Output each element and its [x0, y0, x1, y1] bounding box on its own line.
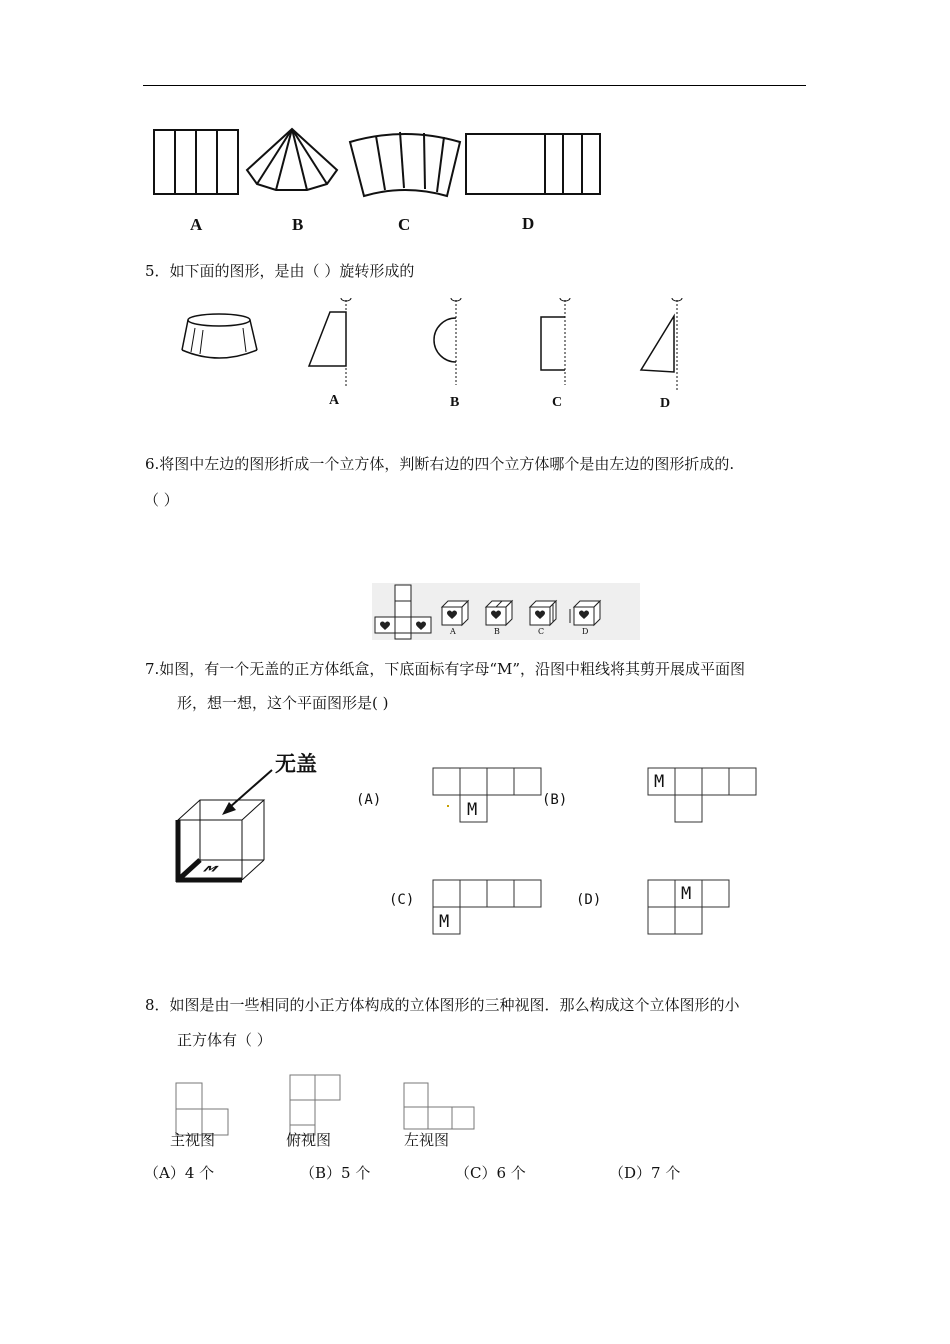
q7-option-c: (C)	[389, 892, 415, 908]
q8-front-view	[176, 1083, 228, 1135]
q5-label-d: D	[660, 396, 671, 411]
q8-option-a: （A）4 个	[144, 1164, 215, 1182]
q6-label-d: D	[582, 627, 589, 636]
q4-label-c: C	[398, 215, 411, 234]
q8-option-b: （B）5 个	[300, 1164, 371, 1182]
q7-question-line2: 形，想一想，这个平面图形是( )	[177, 694, 389, 712]
q7-option-d: (D)	[576, 892, 602, 908]
q7-option-b: (B)	[542, 792, 568, 808]
q5-label-a: A	[329, 393, 340, 408]
q7-question-line1: 7.如图，有一个无盖的正方体纸盒，下底面标有字母“M”，沿图中粗线将其剪开展成平面图	[145, 660, 746, 678]
q4-label-b: B	[292, 215, 304, 234]
q6-label-c: C	[538, 627, 545, 636]
q7-net-b-letter: M	[654, 772, 665, 792]
q8-question-line1: 8．如图是由一些相同的小正方体构成的立体图形的三种视图．那么构成这个立体图形的小	[145, 996, 740, 1014]
q8-view-left-label: 左视图	[404, 1131, 450, 1149]
q7-box-label: 无盖	[275, 752, 317, 776]
q6-question: 6.将图中左边的图形折成一个立方体，判断右边的四个立方体哪个是由左边的图形折成的.	[145, 455, 735, 473]
q5-label-b: B	[450, 395, 460, 410]
q8-question-line2: 正方体有（ ）	[177, 1031, 272, 1049]
q7-net-a-letter: M	[467, 800, 478, 820]
q4-label-a: A	[190, 215, 203, 234]
q8-option-c: （C）6 个	[455, 1164, 526, 1182]
q7-option-a: (A)	[356, 792, 382, 808]
q6-label-b: B	[494, 627, 500, 636]
q6-label-a: A	[450, 627, 456, 636]
q5-question: 5．如下面的图形，是由（ ）旋转形成的	[145, 262, 415, 280]
q7-box-letter: M	[201, 865, 220, 874]
q4-label-d: D	[522, 214, 535, 233]
q5-label-c: C	[552, 395, 563, 410]
q8-option-d: （D）7 个	[609, 1164, 681, 1182]
q7-net-c-letter: M	[439, 912, 450, 932]
q7-net-d-letter: M	[681, 884, 692, 904]
q8-view-front-label: 主视图	[170, 1131, 216, 1149]
q8-view-top-label: 俯视图	[286, 1131, 332, 1149]
q8-top-view	[290, 1075, 340, 1135]
q8-left-view	[404, 1083, 474, 1129]
q6-answer-blank: （ ）	[144, 491, 179, 509]
